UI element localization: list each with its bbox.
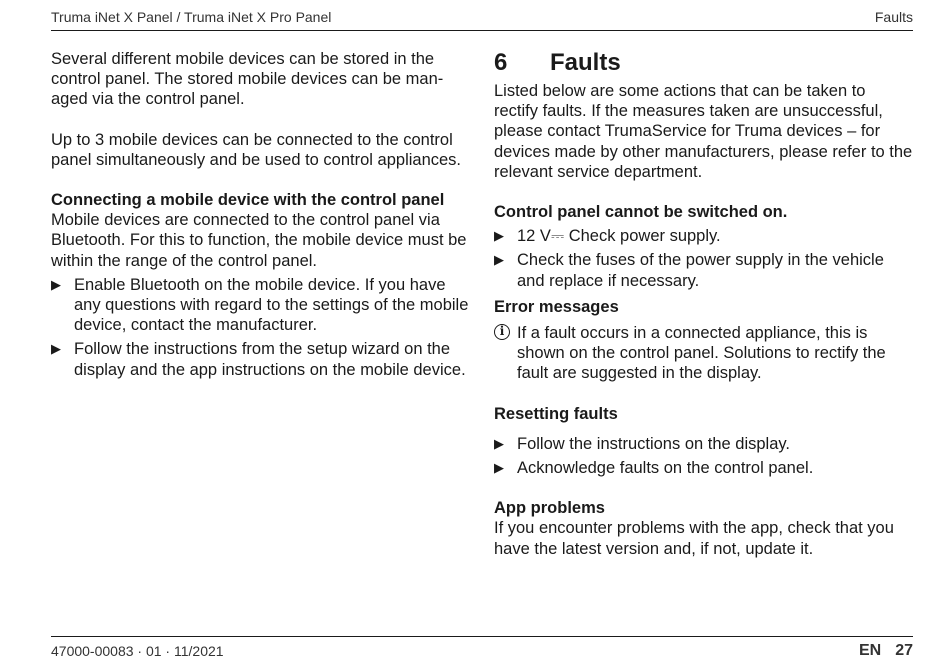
bullet-text: Enable Bluetooth on the mobile device. If you have any questions with regard to the settings of the mobile device, contact the manufacturer. — [74, 275, 469, 335]
list-item — [494, 250, 914, 290]
page-number: 27 — [895, 642, 913, 659]
app-problems-paragraph: If you encounter problems with the app, check that you have the latest version and, if not, update it. — [494, 519, 894, 558]
section-name: Faults — [874, 9, 913, 25]
language-code: EN — [858, 642, 882, 659]
page-footer — [51, 636, 913, 659]
list-item — [51, 275, 476, 336]
bullet-text: Acknowledge faults on the control panel. — [517, 459, 814, 478]
list-item — [494, 458, 914, 478]
connect-paragraph: Mobile devices are connected to the control panel via Bluetooth. For this to function, the mobile device must be within the range of the control panel. — [51, 211, 467, 270]
triangle-right-icon: ▶ — [51, 341, 61, 357]
connect-heading: Connecting a mobile device with the control panel — [51, 191, 445, 210]
switch-on-heading: Control panel cannot be switched on. — [494, 203, 788, 222]
list-item — [494, 226, 914, 246]
connected-devices-paragraph: Up to 3 mobile devices can be connected to the control panel simultaneously and be used to control appliances. — [51, 130, 462, 169]
resetting-faults-heading: Resetting faults — [494, 404, 618, 423]
triangle-right-icon: ▶ — [494, 252, 504, 268]
info-circle-icon: i — [494, 324, 510, 340]
faults-intro: Listed below are some actions that can be taken to rectify faults. If the measures taken are unsuccessful, please contact TrumaService for Truma devices – for devices made by other manufacturers, please refer to the relevant service department. — [494, 82, 913, 181]
chapter-title: Faults — [550, 49, 621, 76]
info-note — [494, 323, 914, 384]
document-number: 47000-00083 · 01 · 11/2021 — [51, 643, 224, 659]
triangle-right-icon: ▶ — [494, 435, 504, 451]
bullet-text: Check the fuses of the power supply in the vehicle and replace if necessary. — [517, 251, 884, 290]
list-item — [51, 339, 476, 379]
bullet-text: 12 V⎓ Check power supply. — [517, 227, 721, 246]
triangle-right-icon: ▶ — [494, 228, 504, 244]
bullet-text: Follow the instructions on the display. — [517, 434, 790, 453]
info-text: If a fault occurs in a connected appliance, this is shown on the control panel. Solutions to rectify the fault are suggested in the display. — [517, 324, 886, 383]
error-messages-heading: Error messages — [494, 297, 619, 316]
stored-devices-paragraph: Several different mobile devices can be stored in the control panel. The stored mobile devices can be man-aged via the control panel. — [51, 50, 444, 109]
list-item — [494, 434, 914, 454]
bullet-text: Follow the instructions from the setup wizard on the display and the app instructions on the mobile device. — [74, 340, 466, 379]
app-problems-heading: App problems — [494, 499, 605, 518]
page-indicator — [845, 642, 913, 660]
document-title: Truma iNet X Panel / Truma iNet X Pro Panel — [51, 9, 332, 25]
chapter-heading — [494, 49, 914, 77]
triangle-right-icon: ▶ — [51, 276, 61, 292]
left-column — [51, 49, 476, 380]
page-header — [51, 9, 913, 31]
right-column — [494, 49, 914, 559]
triangle-right-icon: ▶ — [494, 460, 504, 476]
chapter-number: 6 — [494, 49, 508, 76]
